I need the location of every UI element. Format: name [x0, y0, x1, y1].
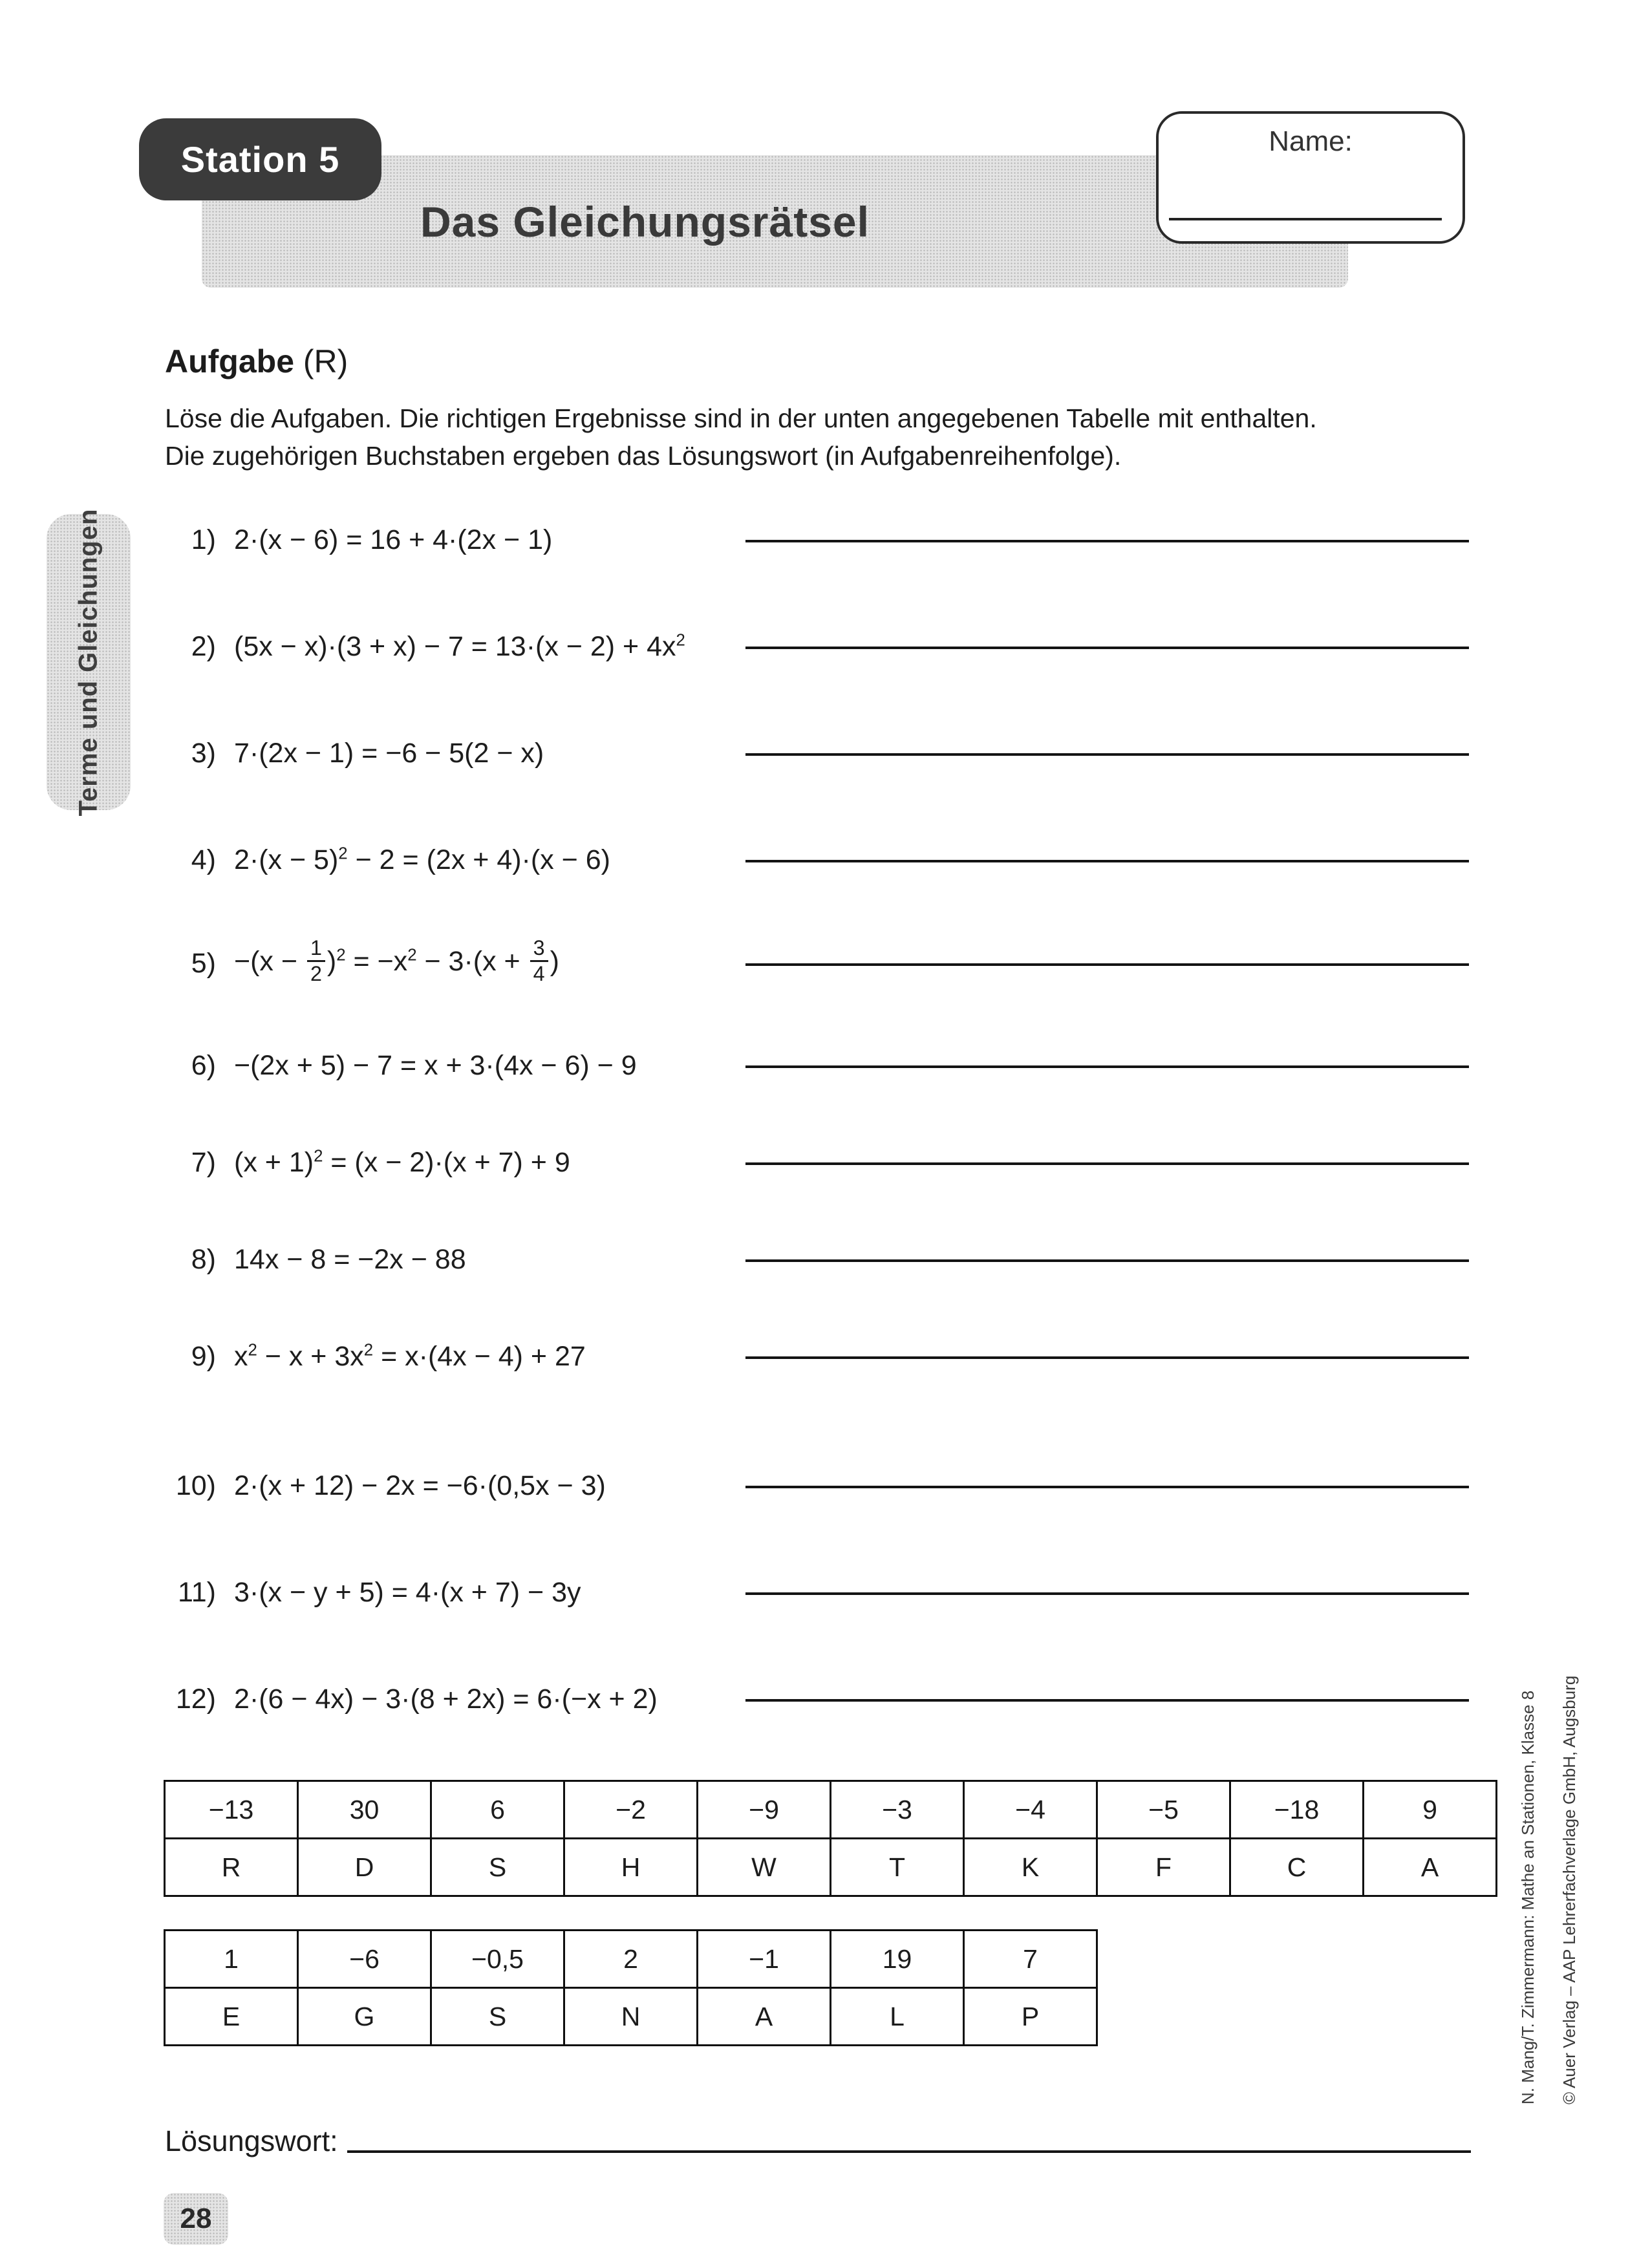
table-value-cell: 19	[831, 1931, 964, 1988]
table-letter-cell: W	[698, 1839, 831, 1896]
credit-line-2: © Auer Verlag – AAP Lehrerfachverlage GmbH, Augsburg	[1559, 1675, 1579, 2104]
table-letter-cell: H	[564, 1839, 698, 1896]
equation-number: 5)	[191, 947, 216, 979]
table-letter-cell: P	[964, 1988, 1097, 2046]
equation-expression: 14x − 8 = −2x − 88	[234, 1243, 466, 1275]
equation-row-12	[160, 1676, 1474, 1722]
task-heading-word: Aufgabe	[165, 343, 294, 380]
table-value-cell: −4	[964, 1781, 1097, 1839]
page-title: Das Gleichungsrätsel	[420, 197, 870, 246]
equation-row-8	[160, 1237, 1474, 1282]
equation-expression: $(x + 1)^2 = (x - 2)\cdot(x + 7) + 9$	[234, 1146, 570, 1178]
table-value-cell: −3	[831, 1781, 964, 1839]
credit-line-1: N. Mang/T. Zimmermann: Mathe an Stationen, Klasse 8	[1518, 1690, 1538, 2104]
table-value-row	[165, 1931, 1097, 1988]
equation-number: 10)	[175, 1470, 216, 1501]
table-value-cell: 6	[431, 1781, 564, 1839]
task-instructions	[165, 400, 1497, 475]
table-value-cell: −6	[298, 1931, 431, 1988]
equation-row-6	[160, 1043, 1474, 1088]
solution-word-input-line[interactable]	[347, 2150, 1471, 2153]
table-value-cell: 7	[964, 1931, 1097, 1988]
answer-line[interactable]	[745, 1699, 1469, 1702]
table-letter-cell: D	[298, 1839, 431, 1896]
name-input-line[interactable]	[1169, 218, 1442, 220]
equation-number: 3)	[191, 737, 216, 769]
table-letter-cell: L	[831, 1988, 964, 2046]
equation-expression: 7·(2x − 1) = −6 − 5(2 − x)	[234, 737, 544, 769]
solution-word-label: Lösungswort:	[165, 2124, 338, 2157]
equation-number: 8)	[191, 1243, 216, 1275]
equation-row-10	[160, 1463, 1474, 1508]
instruction-line: Die zugehörigen Buchstaben ergeben das Lösungswort (in Aufgabenreihenfolge).	[165, 441, 1122, 471]
table-letter-cell: S	[431, 1839, 564, 1896]
table-letter-row	[165, 1988, 1097, 2046]
solution-word-row	[165, 2124, 1471, 2158]
answer-line[interactable]	[745, 1356, 1469, 1359]
equation-number: 11)	[178, 1576, 216, 1608]
equation-row-1	[160, 517, 1474, 562]
name-label: Name:	[1269, 125, 1353, 157]
table-letter-cell: S	[431, 1988, 564, 2046]
table-value-row	[165, 1781, 1497, 1839]
table-value-cell: −0,5	[431, 1931, 564, 1988]
table-value-cell: −18	[1230, 1781, 1364, 1839]
table-letter-cell: C	[1230, 1839, 1364, 1896]
answer-line[interactable]	[745, 540, 1469, 542]
answer-line[interactable]	[745, 1162, 1469, 1165]
task-heading-suffix: (R)	[294, 343, 348, 380]
table-value-cell: 1	[165, 1931, 298, 1988]
table-value-cell: −2	[564, 1781, 698, 1839]
table-value-cell: −1	[698, 1931, 831, 1988]
table-letter-cell: A	[698, 1988, 831, 2046]
table-value-cell: 9	[1364, 1781, 1497, 1839]
equation-row-11	[160, 1570, 1474, 1615]
task-heading	[165, 343, 348, 380]
answer-line[interactable]	[745, 1592, 1469, 1595]
table-letter-cell: G	[298, 1988, 431, 2046]
station-badge-label: Station 5	[180, 139, 340, 180]
letter-table-1	[164, 1780, 1497, 1897]
table-letter-cell: E	[165, 1988, 298, 2046]
station-badge	[139, 118, 381, 200]
equation-number: 4)	[191, 844, 216, 875]
table-letter-cell: N	[564, 1988, 698, 2046]
answer-line[interactable]	[745, 963, 1469, 966]
answer-line[interactable]	[745, 1259, 1469, 1262]
answer-line[interactable]	[745, 647, 1469, 649]
letter-table-2	[164, 1929, 1098, 2046]
answer-line[interactable]	[745, 1486, 1469, 1488]
table-value-cell: −9	[698, 1781, 831, 1839]
equation-number: 1)	[191, 524, 216, 555]
equation-row-9	[160, 1334, 1474, 1379]
table-value-cell: 2	[564, 1931, 698, 1988]
equation-expression: $2\cdot(x - 5)^2 - 2 = (2x + 4)\cdot(x - 6)$	[234, 844, 610, 875]
equation-number: 9)	[191, 1340, 216, 1372]
equation-row-4	[160, 837, 1474, 883]
equation-row-2	[160, 624, 1474, 669]
fraction: $\frac{1}{2}$	[307, 936, 325, 985]
table-value-cell: −5	[1097, 1781, 1230, 1839]
table-letter-cell: R	[165, 1839, 298, 1896]
sidebar-tab-label: Terme und Gleichungen	[74, 508, 103, 816]
equation-number: 7)	[191, 1146, 216, 1178]
equation-expression: −(x − $\frac{1}{2}$ )$^2 = -x^2 - 3\cdot(x$ + $\frac{3}{4}$ )	[234, 936, 559, 985]
equation-number: 2)	[191, 630, 216, 662]
equation-number: 6)	[191, 1049, 216, 1081]
equation-expression: 2·(6 − 4x) − 3·(8 + 2x) = 6·(−x + 2)	[234, 1683, 658, 1715]
table-letter-cell: T	[831, 1839, 964, 1896]
answer-line[interactable]	[745, 753, 1469, 756]
table-letter-cell: A	[1364, 1839, 1497, 1896]
table-letter-cell: K	[964, 1839, 1097, 1896]
sidebar-tab-terme-und-gleichungen	[47, 508, 131, 816]
table-letter-row	[165, 1839, 1497, 1896]
answer-line[interactable]	[745, 860, 1469, 862]
table-letter-cell: F	[1097, 1839, 1230, 1896]
equation-expression: −(2x + 5) − 7 = x + 3·(4x − 6) − 9	[234, 1049, 637, 1081]
table-value-cell: 30	[298, 1781, 431, 1839]
page-number-badge: 28	[164, 2193, 228, 2245]
answer-line[interactable]	[745, 1065, 1469, 1068]
equation-row-5	[160, 918, 1474, 1009]
instruction-line: Löse die Aufgaben. Die richtigen Ergebnisse sind in der unten angegebenen Tabelle mit enthalten.	[165, 403, 1317, 433]
equation-expression: 2·(x − 6) = 16 + 4·(2x − 1)	[234, 524, 553, 555]
equation-expression: 2·(x + 12) − 2x = −6·(0,5x − 3)	[234, 1470, 606, 1501]
table-value-cell: −13	[165, 1781, 298, 1839]
equation-expression: $x^2 - x + 3x^2 = x\cdot(4x - 4) + 27$	[234, 1340, 586, 1372]
fraction: $\frac{3}{4}$	[530, 936, 548, 985]
name-field-box	[1156, 111, 1465, 244]
equation-row-3	[160, 731, 1474, 776]
equation-expression: $(5x - x)\cdot(3 + x) - 7 = 13\cdot(x - 2) + 4x^2$	[234, 630, 685, 662]
equation-row-7	[160, 1140, 1474, 1185]
equation-number: 12)	[175, 1683, 216, 1715]
equation-expression: 3·(x − y + 5) = 4·(x + 7) − 3y	[234, 1576, 581, 1608]
